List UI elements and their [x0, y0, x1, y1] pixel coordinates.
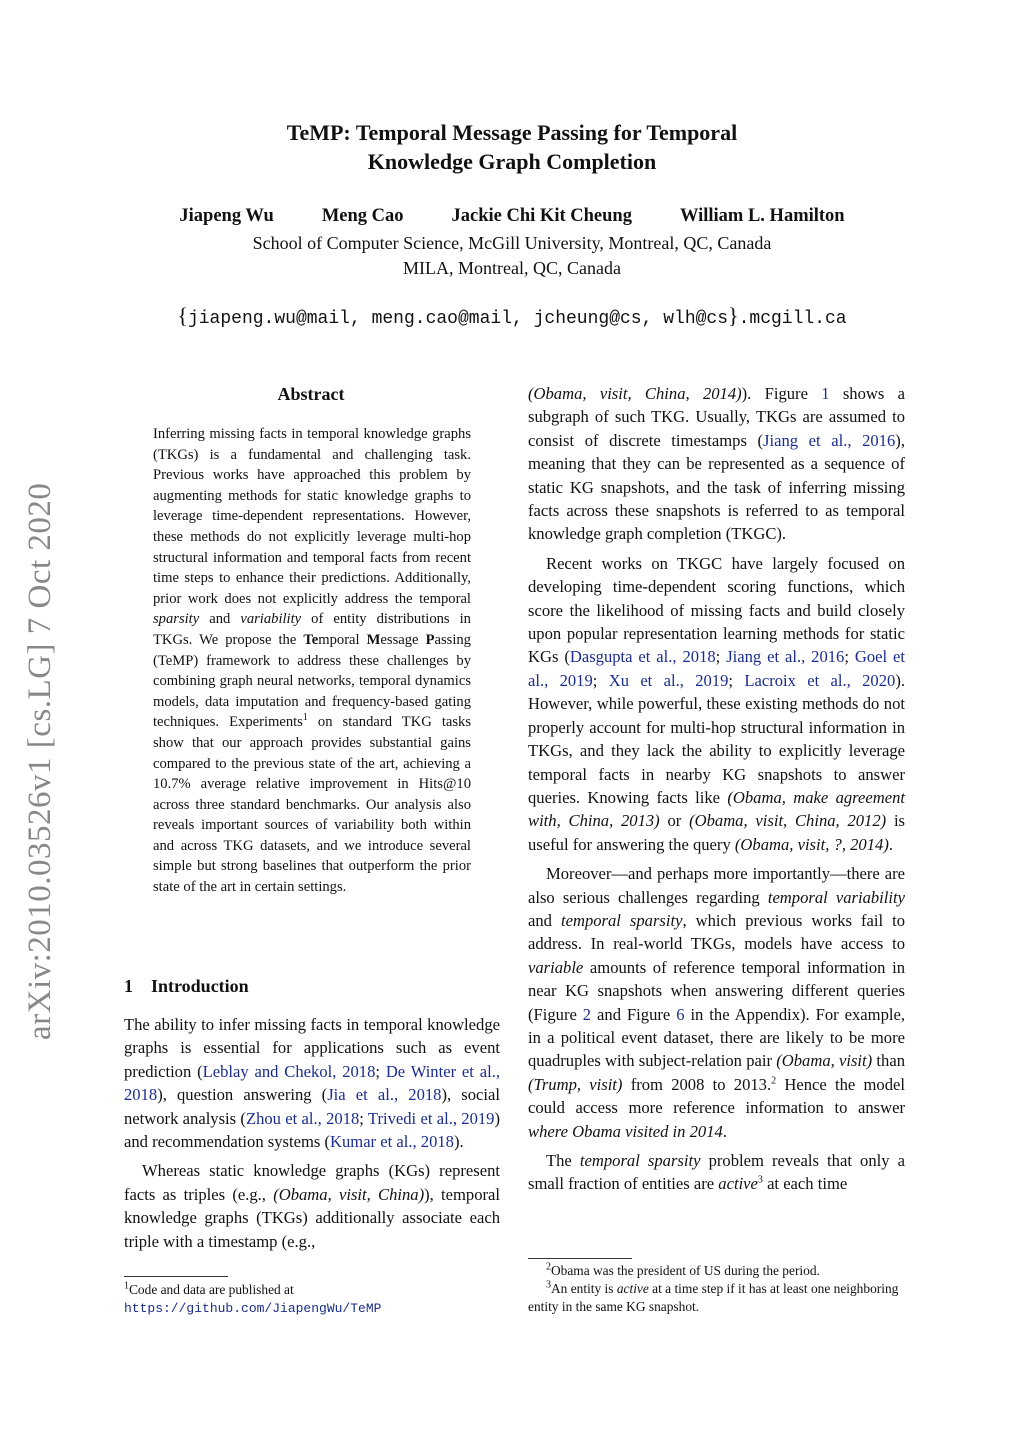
citation-link[interactable]: Xu et al., 2019: [608, 670, 729, 690]
author-4: William L. Hamilton: [679, 206, 845, 226]
code-url-link[interactable]: https://github.com/JiapengWu/TeMP: [124, 1301, 382, 1316]
intro-paragraph-1: The ability to infer missing facts in temporal knowledge graphs is essential for applications such as event prediction (Leblay and Chekol, 2018; De Winter et al., 2018), question answering (Jia et al., 2018), social network analysis (Zhou et al., 2018; Trivedi et al., 2019) and recommendation systems (Kumar et al., 2018).: [124, 1015, 500, 1152]
section-heading-introduction: 1 Introduction: [124, 976, 249, 996]
title-line-1: TeMP: Temporal Message Passing for Temporal: [286, 120, 738, 145]
citation-link[interactable]: Dasgupta et al., 2018: [569, 647, 716, 667]
arxiv-stamp: arXiv:2010.03526v1 [cs.LG] 7 Oct 2020: [22, 482, 58, 1040]
email-list: jiapeng.wu@mail, meng.cao@mail, jcheung@cs, wlh@cs: [187, 309, 729, 329]
affiliation-2: MILA, Montreal, QC, Canada: [403, 258, 621, 278]
citation-link[interactable]: Jiang et al., 2016: [726, 647, 845, 667]
affiliation-1: School of Computer Science, McGill University, Montreal, QC, Canada: [252, 233, 772, 253]
right-paragraph-1: (Obama, visit, China, 2014)). Figure 1 shows a subgraph of such TKG. Usually, TKGs are assumed to consist of discrete timestamps (Jiang et al., 2016), meaning that they can be represented as a sequence of static KG snapshots, and the task of inferring missing facts across these snapshots is referred to as temporal knowledge graph completion (TKGC).: [528, 384, 905, 544]
right-paragraph-4: The temporal sparsity problem reveals that only a small fraction of entities are active$^3$ at each time: [528, 1151, 906, 1194]
abstract-heading: Abstract: [277, 384, 345, 404]
figure-ref-link[interactable]: 2: [582, 1004, 592, 1024]
citation-link[interactable]: Jia et al., 2018: [327, 1085, 442, 1105]
footnote-rule-right: [528, 1258, 632, 1259]
abstract-body: Inferring missing facts in temporal knowledge graphs (TKGs) is a fundamental and challenging task. Previous works have approached this problem by augmenting methods for static knowledge graphs to leverage time-dependent representations. However, these methods do not explicitly leverage multi-hop structural information and temporal facts from recent time steps to enhance their predictions. Additionally, prior work does not explicitly address the temporal sparsity and variability of entity distributions in TKGs. We propose the Temporal Message Passing (TeMP) framework to address these challenges by combining graph neural networks, temporal dynamics models, data imputation and frequency-based gating techniques. Experiments$^1$ on standard TKG tasks show that our approach provides substantial gains compared to the previous state of the art, achieving a 10.7% average relative improvement in Hits@10 across three standard benchmarks. Our analysis also reveals important sources of variability both within and across TKG datasets, and we introduce several simple but strong baselines that outperform the prior state of the art in certain settings.: [153, 426, 472, 896]
footnote-2: $^2$Obama was the president of US during the period.: [546, 1261, 820, 1278]
intro-left-column: [124, 1013, 500, 1253]
footnote-3: $^3$An entity is active at a time step if it has at least one neighboring entity in the same KG snapshot.: [528, 1279, 899, 1314]
footnote-rule-left: [124, 1276, 228, 1277]
author-list: [0, 206, 1024, 227]
footnote-marker-3: 3: [757, 1174, 763, 1186]
citation-link[interactable]: Jiang et al., 2016: [763, 430, 896, 450]
footnote-1: $^1$Code and data are published at https://github.com/JiapengWu/TeMP: [124, 1280, 382, 1316]
footnote-marker-1: 1: [302, 712, 308, 724]
affiliations: [0, 231, 1024, 281]
footnotes-right: [528, 1262, 906, 1316]
right-paragraph-3: Moreover—and perhaps more importantly—there are also serious challenges regarding temporal variability and temporal sparsity, which previous works fail to address. In real-world TKGs, models have access to variable amounts of reference temporal information in near KG snapshots when answering different queries (Figure 2 and Figure 6 in the Appendix). For example, in a political event dataset, there are likely to be more quadruples with subject-relation pair (Obama, visit) than (Trump, visit) from 2008 to 2013.$^2$ Hence the model could access more reference information to answer where Obama visited in 2014.: [528, 864, 906, 1141]
figure-ref-link[interactable]: 1: [821, 384, 830, 403]
intro-right-column: [528, 382, 905, 1196]
title-line-2: Knowledge Graph Completion: [367, 149, 657, 174]
email-brace-open: {: [177, 303, 188, 328]
right-paragraph-2: Recent works on TKGC have largely focused on developing time-dependent scoring functions, which score the likelihood of missing facts and build closely upon popular representation learning methods for static KGs (Dasgupta et al., 2018; Jiang et al., 2016; Goel et al., 2019; Xu et al., 2019; Lacroix et al., 2020). However, while powerful, these existing methods do not properly account for multi-hop structural information in TKGs, and they lack the ability to explicitly leverage temporal facts in nearby KG snapshots to answer queries. Knowing facts like (Obama, make agreement with, China, 2013) or (Obama, visit, China, 2012) is useful for answering the query (Obama, visit, ?, 2014).: [528, 553, 906, 854]
citation-link[interactable]: De Winter et al., 2018: [124, 1061, 500, 1105]
figure-ref-link[interactable]: 6: [676, 1004, 685, 1024]
citation-link[interactable]: Trivedi et al., 2019: [367, 1108, 495, 1128]
footnote-marker-2: 2: [771, 1075, 777, 1087]
citation-link[interactable]: Goel et al., 2019: [528, 647, 905, 690]
intro-paragraph-2: Whereas static knowledge graphs (KGs) represent facts as triples (e.g., (Obama, visit, China)), temporal knowledge graphs (TKGs) additionally associate each triple with a timestamp (e.g.,: [124, 1161, 500, 1251]
citation-link[interactable]: Leblay and Chekol, 2018: [202, 1061, 376, 1081]
email-brace-close: }: [728, 303, 739, 328]
author-2: Meng Cao: [321, 206, 404, 226]
paper-title: [0, 118, 1024, 176]
author-3: Jackie Chi Kit Cheung: [451, 206, 632, 226]
author-emails: [0, 303, 1024, 329]
email-domain: .mcgill.ca: [738, 309, 847, 329]
citation-link[interactable]: Lacroix et al., 2020: [744, 670, 896, 690]
citation-link[interactable]: Kumar et al., 2018: [330, 1132, 454, 1152]
citation-link[interactable]: Zhou et al., 2018: [245, 1108, 360, 1128]
author-1: Jiapeng Wu: [179, 206, 274, 226]
